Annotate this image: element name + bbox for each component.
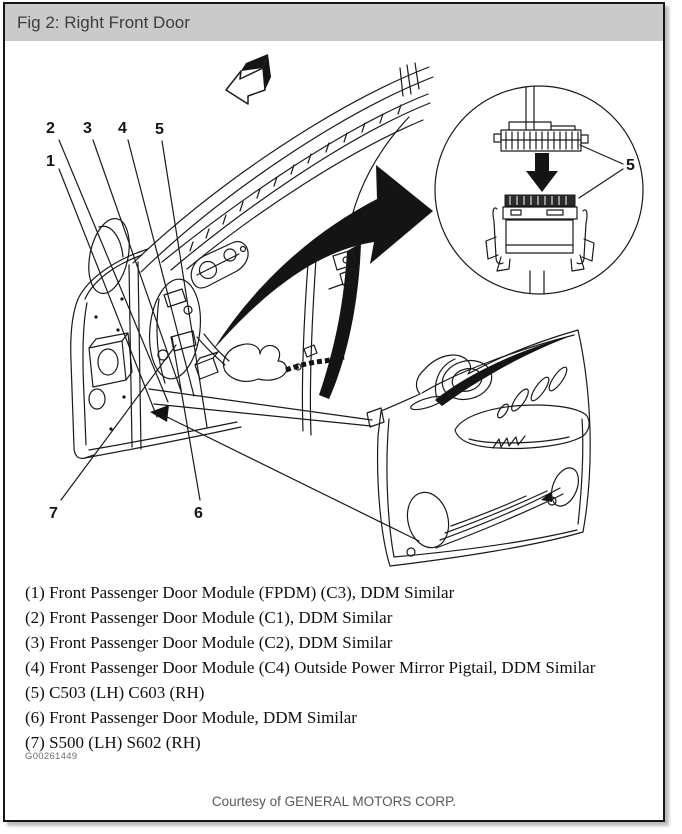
figure-title-bar	[5, 4, 663, 41]
inset-upper-connector	[494, 122, 588, 151]
legend-item-2: (2) Front Passenger Door Module (C1), DDM Similar	[25, 608, 393, 627]
legend-item-5: (5) C503 (LH) C603 (RH)	[25, 683, 205, 702]
callout-3: 3	[83, 120, 92, 137]
figure-title: Fig 2: Right Front Door	[17, 12, 190, 32]
door-diagram	[5, 41, 663, 581]
figure-code: G00261449	[25, 751, 78, 762]
callout-6: 6	[194, 505, 203, 522]
callout-7: 7	[49, 505, 58, 522]
legend	[25, 580, 595, 755]
legend-item-7: (7) S500 (LH) S602 (RH)	[25, 733, 201, 752]
door-trim-panel	[378, 330, 591, 566]
legend-item-6: (6) Front Passenger Door Module, DDM Similar	[25, 708, 357, 727]
callout-5: 5	[155, 121, 164, 138]
courtesy-footer: Courtesy of GENERAL MOTORS CORP.	[211, 794, 457, 809]
front-direction-arrow-icon	[226, 54, 271, 104]
legend-item-1: (1) Front Passenger Door Module (FPDM) (C3), DDM Similar	[25, 583, 455, 602]
zoom-swoosh-arrow	[213, 165, 433, 350]
callout-2: 2	[46, 120, 55, 137]
inset-callout-5: 5	[626, 157, 635, 174]
legend-item-3: (3) Front Passenger Door Module (C2), DDM Similar	[25, 633, 393, 652]
plug-down-arrow-icon	[526, 153, 558, 192]
figure-page	[3, 2, 665, 822]
connector-detail-inset	[435, 86, 643, 294]
inset-lower-socket	[486, 195, 594, 293]
trim-panel-pointer-line	[149, 389, 419, 541]
wiring-harness	[195, 334, 344, 381]
callout-4: 4	[118, 120, 127, 137]
legend-item-4: (4) Front Passenger Door Module (C4) Outside Power Mirror Pigtail, DDM Similar	[25, 658, 596, 677]
callouts	[46, 120, 207, 522]
callout-1: 1	[46, 153, 55, 170]
window-regulator-bracket	[191, 242, 248, 288]
